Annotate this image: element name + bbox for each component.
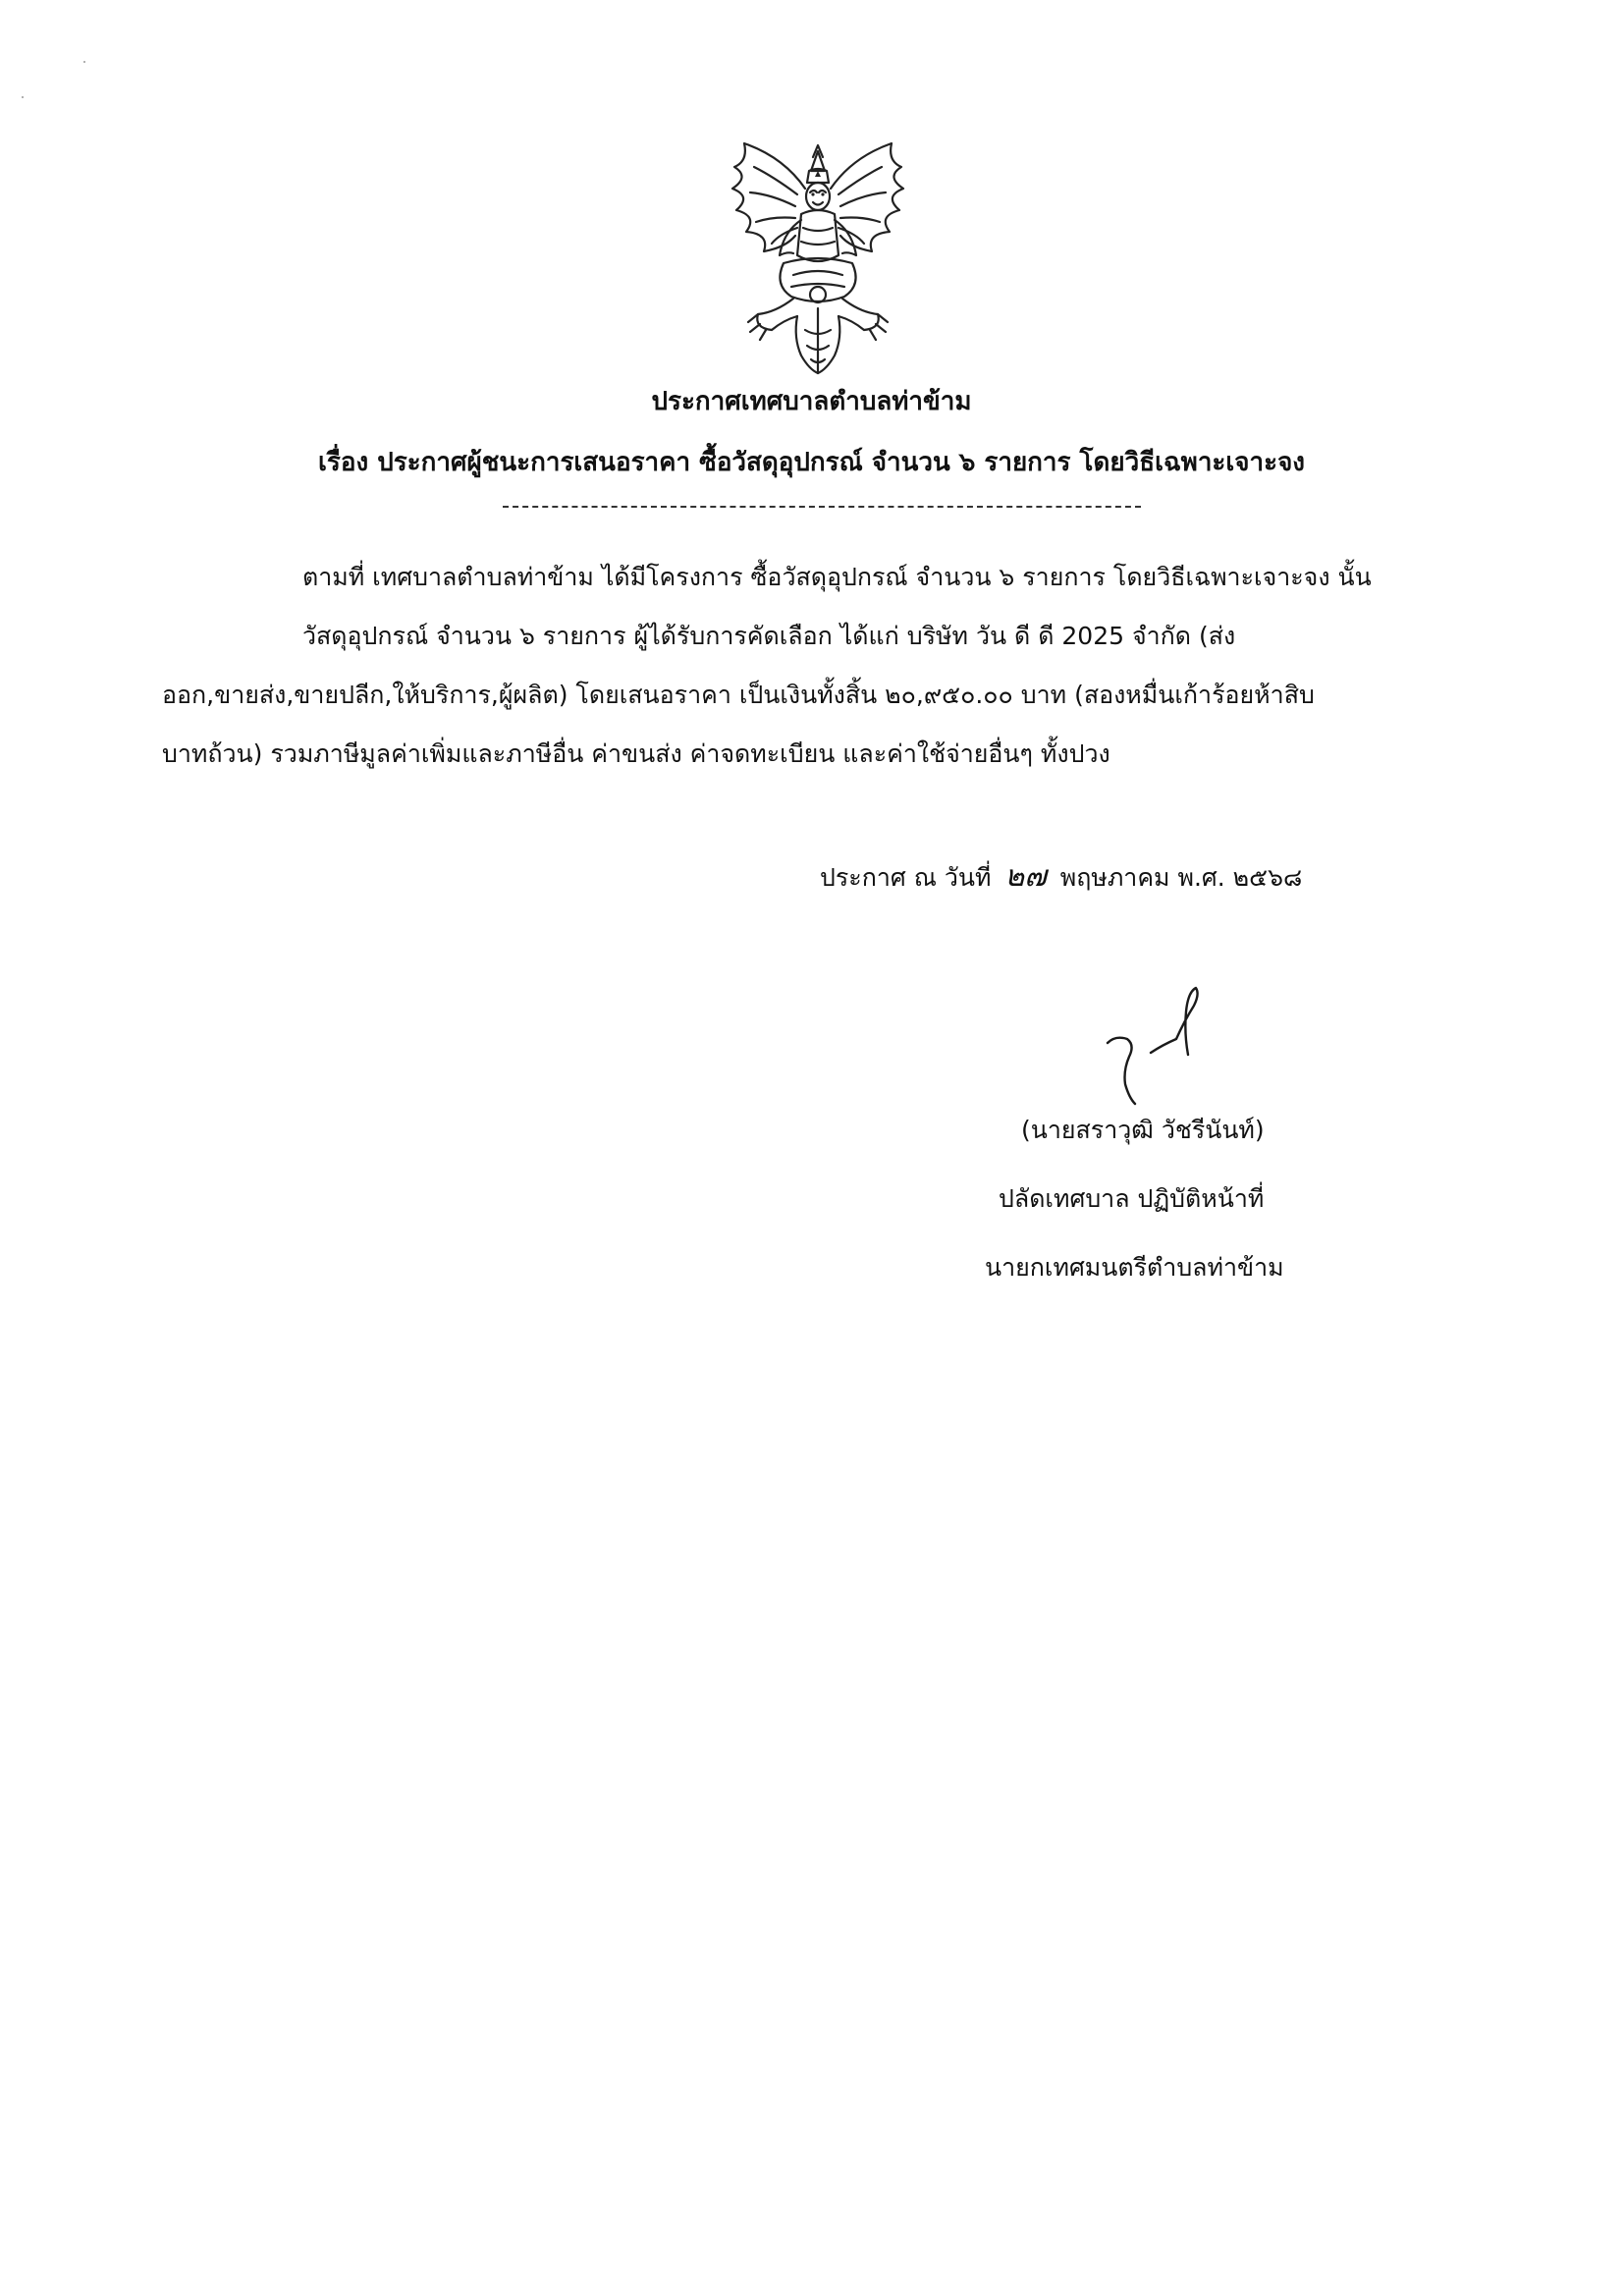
divider-line bbox=[503, 506, 1141, 508]
signatory-position-2: นายกเทศมนตรีตำบลท่าข้าม bbox=[985, 1253, 1284, 1282]
date-day-handwritten: ๒๗ bbox=[1004, 859, 1047, 894]
scan-speck bbox=[22, 96, 24, 98]
garuda-emblem-icon bbox=[715, 137, 921, 378]
document-title: ประกาศเทศบาลตำบลท่าข้าม bbox=[651, 387, 972, 416]
body-line-3: ออก,ขายส่ง,ขายปลีก,ให้บริการ,ผู้ผลิต) โดยเสนอราคา เป็นเงินทั้งสิ้น ๒๐,๙๕๐.๐๐ บาท (สองหมื่นเก้าร้อยห้าสิบ bbox=[162, 681, 1315, 709]
signatory-name: (นายสราวุฒิ วัชรีนันท์) bbox=[1021, 1116, 1265, 1144]
signature-icon bbox=[1090, 982, 1227, 1110]
body-line-4: บาทถ้วน) รวมภาษีมูลค่าเพิ่มและภาษีอื่น ค่าขนส่ง ค่าจดทะเบียน และค่าใช้จ่ายอื่นๆ ทั้งปวง bbox=[162, 739, 1110, 768]
announcement-date bbox=[820, 861, 1302, 894]
date-suffix: พฤษภาคม พ.ศ. ๒๕๖๘ bbox=[1059, 863, 1303, 892]
signatory-position-1: ปลัดเทศบาล ปฏิบัติหน้าที่ bbox=[999, 1184, 1265, 1213]
body-line-1: ตามที่ เทศบาลตำบลท่าข้าม ได้มีโครงการ ซื้อวัสดุอุปกรณ์ จำนวน ๖ รายการ โดยวิธีเฉพาะเจาะจง นั้น bbox=[302, 563, 1372, 591]
scan-speck bbox=[83, 61, 85, 63]
body-line-2: วัสดุอุปกรณ์ จำนวน ๖ รายการ ผู้ได้รับการคัดเลือก ได้แก่ บริษัท วัน ดี ดี 2025 จำกัด (ส่ง bbox=[302, 622, 1236, 650]
document-subject: เรื่อง ประกาศผู้ชนะการเสนอราคา ซื้อวัสดุอุปกรณ์ จำนวน ๖ รายการ โดยวิธีเฉพาะเจาะจง bbox=[318, 448, 1305, 477]
date-prefix: ประกาศ ณ วันที่ bbox=[820, 863, 992, 892]
